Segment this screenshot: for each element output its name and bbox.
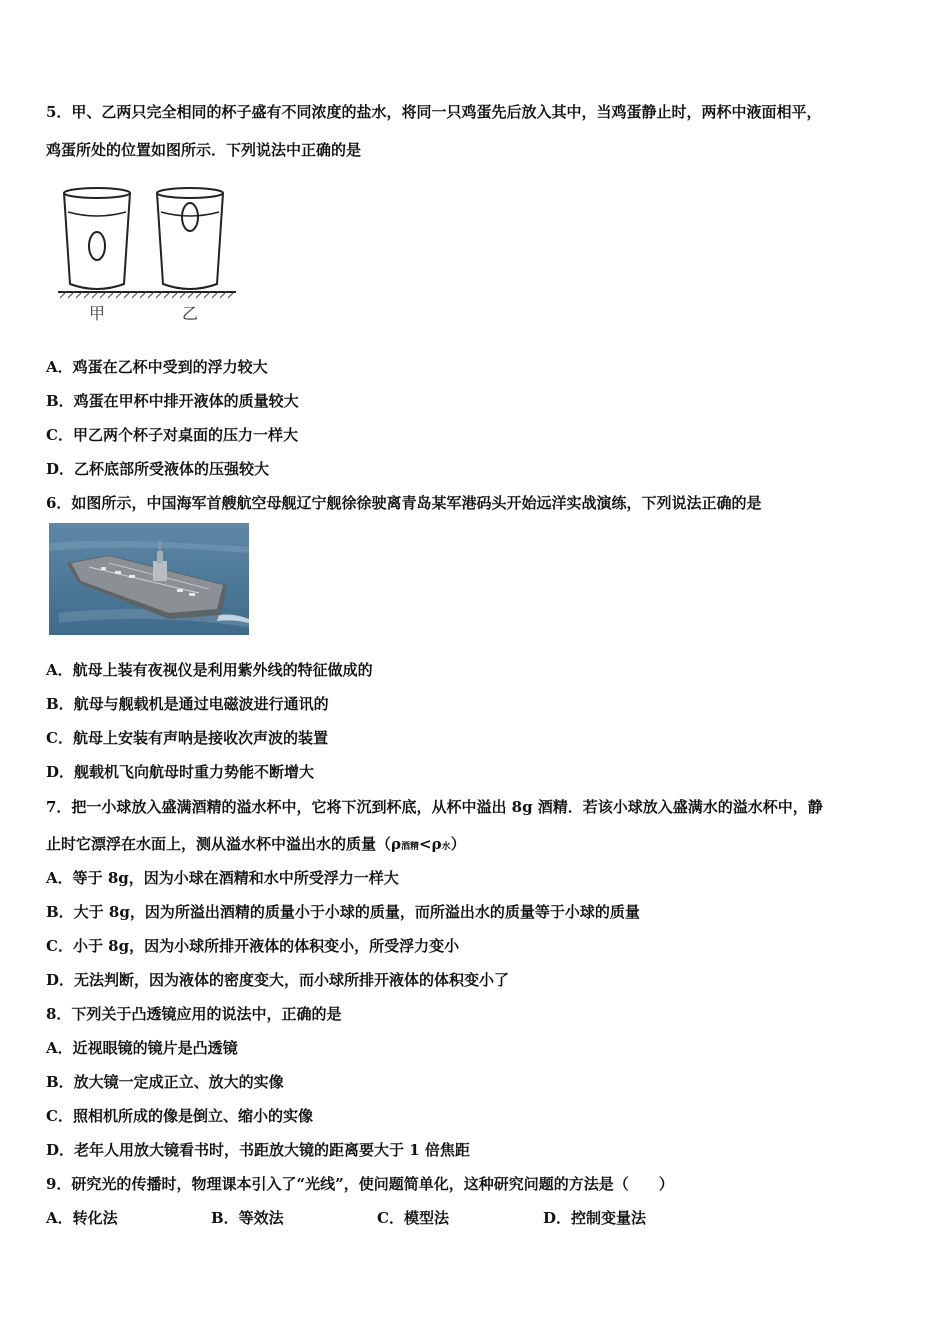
q6-option-c: C．航母上安装有声呐是接收次声波的装置 <box>46 729 328 747</box>
q6-option-a: A．航母上装有夜视仪是利用紫外线的特征做成的 <box>46 661 373 679</box>
q7-sub-alcohol: 酒精 <box>400 842 419 852</box>
cup-yi <box>157 188 223 289</box>
q7-stem-line1: 7．把一小球放入盛满酒精的溢水杯中，它将下沉到杯底，从杯中溢出 8g 酒精．若该小球放入盛满水的溢水杯中，静 <box>46 798 823 816</box>
q6-option-b: B．航母与舰载机是通过电磁波进行通讯的 <box>46 695 329 713</box>
label-yi: 乙 <box>181 304 199 323</box>
q7-stem-line2-b: <ρ <box>419 835 442 853</box>
q5-option-c: C．甲乙两个杯子对桌面的压力一样大 <box>46 426 298 444</box>
q8-stem-line1: 8．下列关于凸透镜应用的说法中，正确的是 <box>46 1005 342 1023</box>
q8-option-d: D．老年人用放大镜看书时，书距放大镜的距离要大于 1 倍焦距 <box>46 1141 470 1159</box>
q5-option-a: A．鸡蛋在乙杯中受到的浮力较大 <box>46 358 268 376</box>
egg-yi <box>182 203 198 231</box>
q7-option-d: D．无法判断，因为液体的密度变大，而小球所排开液体的体积变小了 <box>46 971 510 989</box>
cups-egg-figure <box>56 184 238 326</box>
q7-sub-water: 水 <box>441 842 451 852</box>
q8-option-a: A．近视眼镜的镜片是凸透镜 <box>46 1039 238 1057</box>
q7-option-b: B．大于 8g，因为所溢出酒精的质量小于小球的质量，而所溢出水的质量等于小球的质量 <box>46 903 640 921</box>
q5-option-b: B．鸡蛋在甲杯中排开液体的质量较大 <box>46 392 299 410</box>
q7-option-c: C．小于 8g，因为小球所排开液体的体积变小，所受浮力变小 <box>46 937 460 955</box>
q9-stem-line1: 9．研究光的传播时，物理课本引入了“光线”，使问题简单化，这种研究问题的方法是（ ） <box>46 1175 674 1193</box>
q6-stem-line1: 6．如图所示，中国海军首艘航空母舰辽宁舰徐徐驶离青岛某军港码头开始远洋实战演练，下列说法正确的是 <box>46 494 762 512</box>
q8-option-b: B．放大镜一定成正立、放大的实像 <box>46 1073 284 1091</box>
q5-stem-line1: 5．甲、乙两只完全相同的杯子盛有不同浓度的盐水，将同一只鸡蛋先后放入其中，当鸡蛋静止时，两杯中液面相平， <box>46 103 822 121</box>
q8-option-c: C．照相机所成的像是倒立、缩小的实像 <box>46 1107 313 1125</box>
q9-option-c: C．模型法 <box>377 1209 449 1227</box>
q9-option-a: A．转化法 <box>46 1209 118 1227</box>
q7-stem-line2-a: 止时它漂浮在水面上，测从溢水杯中溢出水的质量（ρ <box>46 835 401 853</box>
q5-stem-line2: 鸡蛋所处的位置如图所示．下列说法中正确的是 <box>46 141 362 159</box>
q9-option-b: B．等效法 <box>211 1209 284 1227</box>
q9-option-d: D．控制变量法 <box>543 1209 647 1227</box>
q7-option-a: A．等于 8g，因为小球在酒精和水中所受浮力一样大 <box>46 869 399 887</box>
label-jia: 甲 <box>88 304 106 323</box>
aircraft-carrier-photo <box>49 523 249 635</box>
egg-jia <box>89 232 105 260</box>
q7-stem-line2 <box>46 834 466 857</box>
q5-option-d: D．乙杯底部所受液体的压强较大 <box>46 460 270 478</box>
q7-stem-line2-c: ） <box>450 835 466 853</box>
cup-jia <box>64 188 130 289</box>
q6-option-d: D．舰载机飞向航母时重力势能不断增大 <box>46 763 315 781</box>
